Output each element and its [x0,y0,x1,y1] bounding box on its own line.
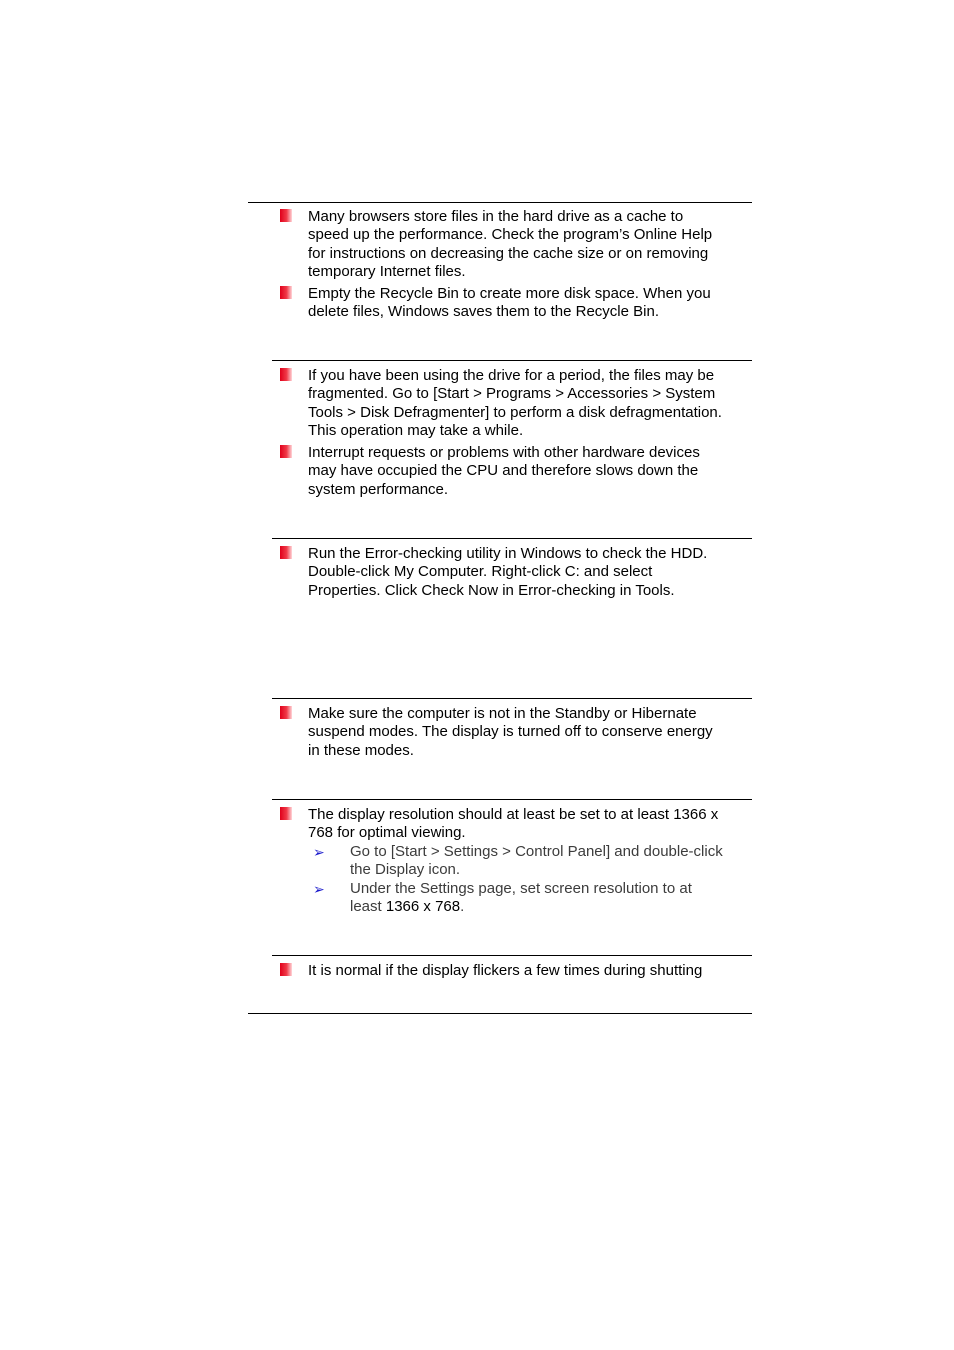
section-divider [272,955,752,956]
section-divider [272,799,752,800]
sub-list-item-end: . [460,898,465,916]
section-divider [272,360,752,361]
red-square-bullet-icon [280,209,292,222]
section-divider [272,698,752,699]
sub-list-item: Go to [Start > Settings > Control Panel] and double-click the Display icon. [350,843,723,879]
sub-list-item-text: Under the Settings page, set screen resolution to at least [350,880,692,916]
list-item: Make sure the computer is not in the Standby or Hibernate suspend modes. The display is turned off to conserve energy in these modes. [308,705,713,759]
list-item: Empty the Recycle Bin to create more disk space. When you delete files, Windows saves them to the Recycle Bin. [308,285,711,321]
red-square-bullet-icon [280,368,292,381]
arrow-bullet-icon: ➢ [313,844,325,860]
bottom-rule [248,1013,752,1014]
red-square-bullet-icon [280,963,292,976]
red-square-bullet-icon [280,445,292,458]
red-square-bullet-icon [280,706,292,719]
top-rule [248,202,752,203]
red-square-bullet-icon [280,807,292,820]
list-item: Interrupt requests or problems with other hardware devices may have occupied the CPU and therefore slows down the system performance. [308,444,700,498]
list-item: Run the Error-checking utility in Windows to check the HDD. Double-click My Computer. Right-click C: and select Properties. Click Check Now in Error-checking in Tools. [308,545,708,599]
list-item: Many browsers store files in the hard drive as a cache to speed up the performance. Check the program’s Online Help for instructions on decreasing the cache size or on removing temporary Internet files. [308,208,713,281]
list-item: If you have been using the drive for a period, the files may be fragmented. Go to [Start > Programs > Accessories > System Tools > Disk Defragmenter] to perform a disk defragmentation. This operation may take a while. [308,367,722,440]
list-item: The display resolution should at least be set to at least 1366 x 768 for optimal viewing. [308,806,719,842]
red-square-bullet-icon [280,546,292,559]
arrow-bullet-icon: ➢ [313,881,325,897]
red-square-bullet-icon [280,286,292,299]
resolution-value: 1366 x 768 [385,898,461,916]
sub-list-item [350,880,760,917]
section-divider [272,538,752,539]
list-item: It is normal if the display flickers a few times during shutting [308,962,703,979]
